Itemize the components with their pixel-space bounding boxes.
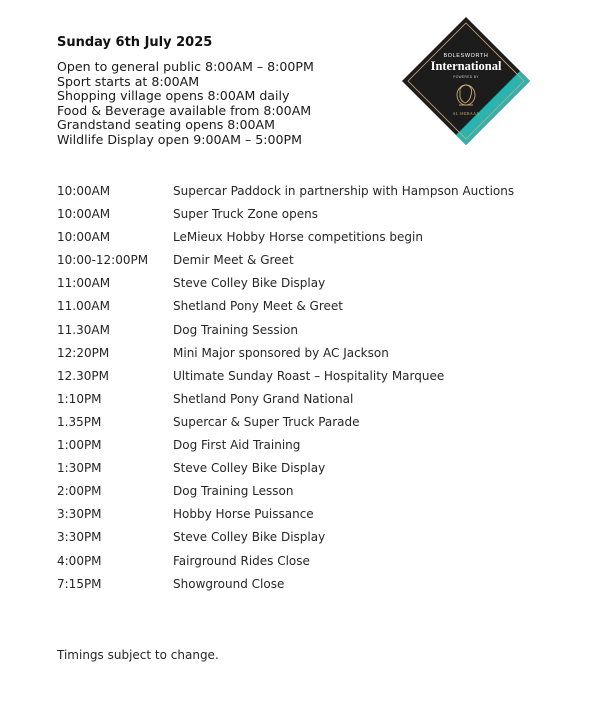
- schedule-time: 10:00AM: [57, 207, 111, 222]
- intro-line: Wildlife Display open 9:00AM – 5:00PM: [57, 131, 303, 147]
- schedule-time: 10:00AM: [57, 230, 111, 245]
- schedule-time: 1:30PM: [57, 461, 102, 476]
- schedule-time: 1:10PM: [57, 391, 102, 406]
- schedule-table: [57, 181, 557, 597]
- schedule-time: 10:00AM: [57, 184, 111, 198]
- schedule-row: [57, 389, 557, 412]
- schedule-time: 1.35PM: [57, 414, 102, 429]
- schedule-row: [57, 458, 557, 481]
- schedule-time: 1:00PM: [57, 438, 102, 453]
- schedule-event: Shetland Pony Grand National: [173, 391, 354, 406]
- schedule-row: [57, 527, 557, 550]
- schedule-row: [57, 551, 557, 574]
- logo-sub-text: POWERED BY: [453, 75, 479, 79]
- intro-line: Shopping village opens 8:00AM daily: [57, 88, 290, 104]
- schedule-time: 12.30PM: [57, 368, 109, 383]
- schedule-row: [57, 504, 557, 527]
- schedule-row: [57, 273, 557, 296]
- schedule-row: [57, 181, 557, 204]
- schedule-event: Hobby Horse Puissance: [173, 507, 314, 522]
- schedule-row: [57, 481, 557, 504]
- page-title: Sunday 6th July 2025: [57, 35, 213, 50]
- schedule-event: Mini Major sponsored by AC Jackson: [173, 345, 389, 360]
- schedule-row: [57, 574, 557, 597]
- intro-line: Food & Beverage available from 8:00AM: [57, 102, 312, 118]
- schedule-time: 4:00PM: [57, 553, 102, 568]
- schedule-time: 2:00PM: [57, 484, 102, 499]
- intro-line: Open to general public 8:00AM – 8:00PM: [57, 59, 314, 74]
- logo-name: International: [430, 59, 502, 73]
- schedule-row: [57, 204, 557, 227]
- intro-line: Sport starts at 8:00AM: [57, 73, 200, 89]
- footer-note: Timings subject to change.: [57, 648, 219, 662]
- schedule-time: 10:00-12:00PM: [57, 253, 149, 268]
- logo-top-text: BOLESWORTH: [443, 53, 489, 59]
- schedule-row: [57, 250, 557, 273]
- schedule-event: Supercar Paddock in partnership with Hampson Auctions: [173, 184, 515, 198]
- logo-sponsor: AL SHIRAAA: [452, 111, 480, 116]
- opening-times-block: [57, 60, 314, 148]
- schedule-event: Steve Colley Bike Display: [173, 461, 326, 476]
- schedule-event: LeMieux Hobby Horse competitions begin: [173, 230, 423, 245]
- bolesworth-international-logo: [402, 17, 530, 145]
- schedule-event: Dog First Aid Training: [173, 438, 301, 453]
- schedule-row: [57, 227, 557, 250]
- schedule-row: [57, 343, 557, 366]
- schedule-event: Steve Colley Bike Display: [173, 276, 326, 291]
- schedule-event: Dog Training Session: [173, 322, 298, 337]
- schedule-event: Ultimate Sunday Roast – Hospitality Marquee: [173, 368, 445, 383]
- schedule-row: [57, 435, 557, 458]
- schedule-row: [57, 296, 557, 319]
- schedule-time: 12:20PM: [57, 345, 110, 360]
- schedule-event: Steve Colley Bike Display: [173, 530, 326, 545]
- schedule-time: 11:00AM: [57, 276, 111, 291]
- schedule-event: Demir Meet & Greet: [173, 253, 294, 268]
- schedule-event: Super Truck Zone opens: [173, 207, 319, 222]
- intro-line: Grandstand seating opens 8:00AM: [57, 117, 276, 133]
- schedule-event: Supercar & Super Truck Parade: [173, 414, 360, 429]
- schedule-time: 11.00AM: [57, 299, 110, 314]
- schedule-event: Fairground Rides Close: [173, 553, 310, 568]
- schedule-event: Dog Training Lesson: [173, 484, 294, 499]
- schedule-event: Shetland Pony Meet & Greet: [173, 299, 343, 314]
- schedule-row: [57, 412, 557, 435]
- schedule-time: 3:30PM: [57, 507, 102, 522]
- schedule-row: [57, 366, 557, 389]
- schedule-time: 7:15PM: [57, 576, 102, 591]
- schedule-time: 11.30AM: [57, 322, 110, 337]
- schedule-time: 3:30PM: [57, 530, 102, 545]
- schedule-row: [57, 320, 557, 343]
- schedule-event: Showground Close: [173, 576, 285, 591]
